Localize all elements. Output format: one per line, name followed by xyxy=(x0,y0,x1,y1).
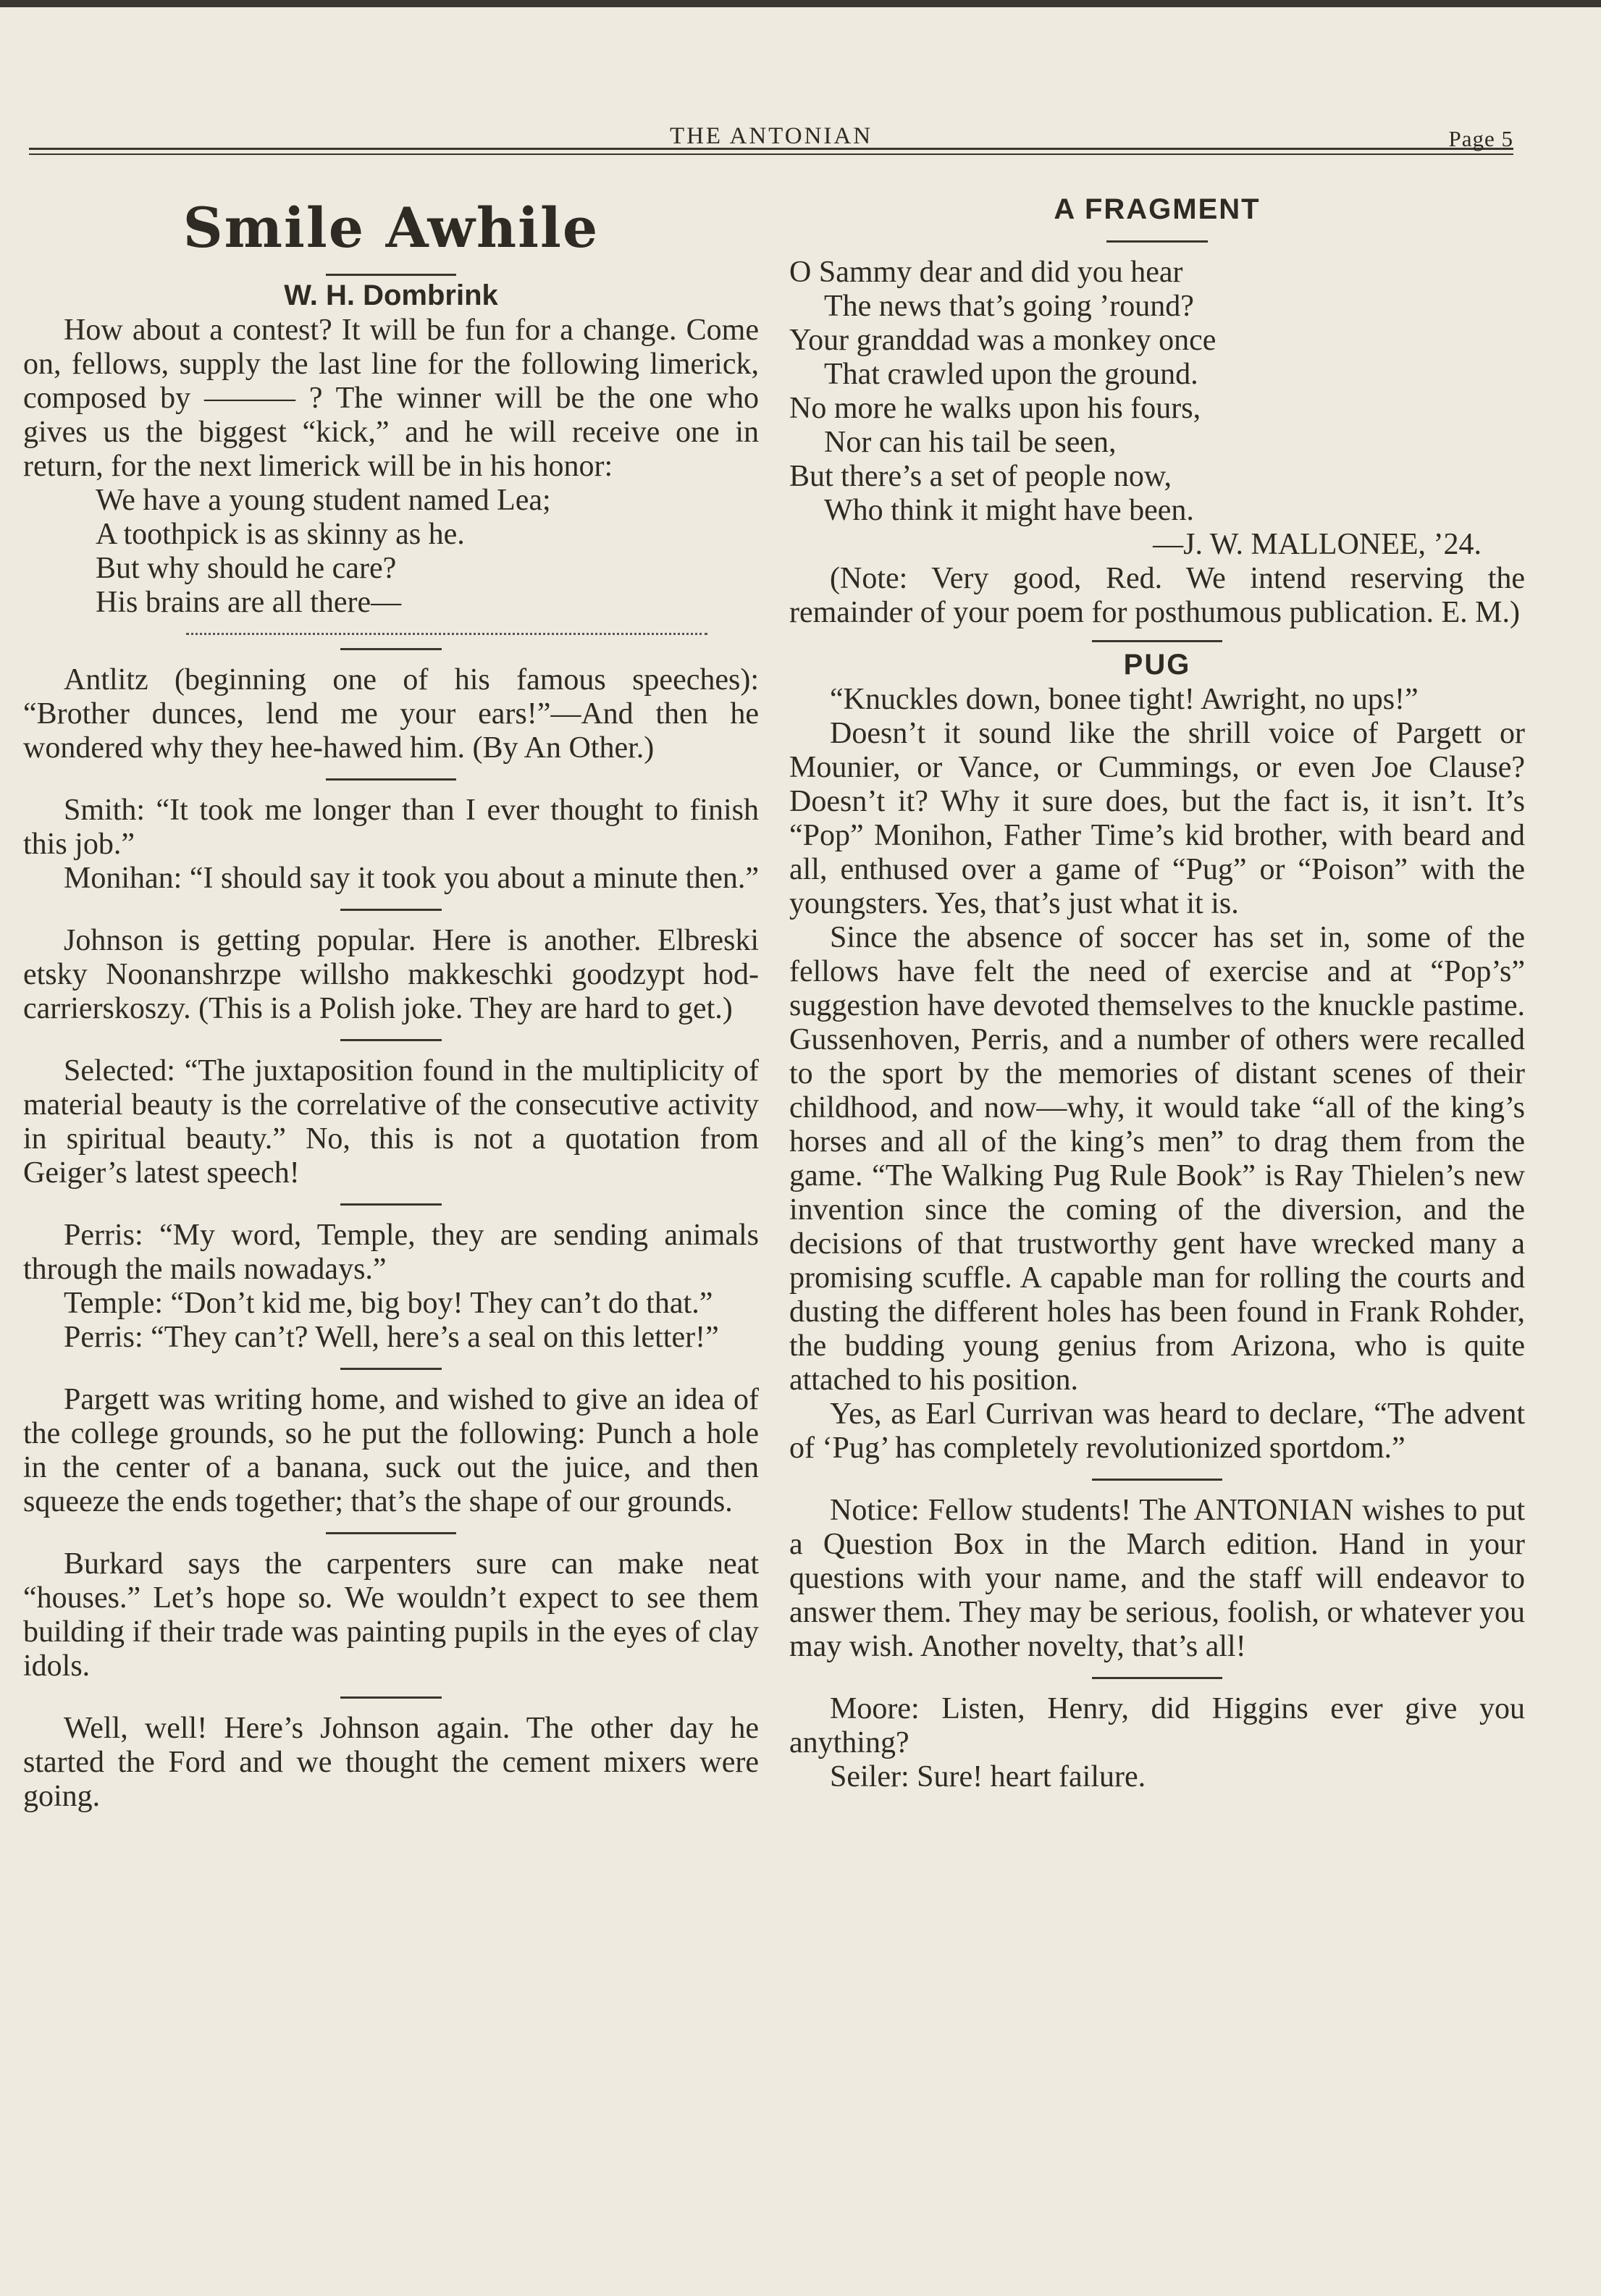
notice: Notice: Fellow students! The ANTONIAN wishes to put a Question Box in the March edition. Hand in your questions with your name, and the staff will endeavor to answer them. They may be serious, foolish, or whatever you may wish. Another novelty, that’s all! xyxy=(789,1494,1525,1663)
joke-perris: Perris: “My word, Temple, they are sending animals through the mails nowadays.” xyxy=(23,1219,759,1286)
scan-top-edge xyxy=(0,0,1601,7)
limerick-line: But why should he care? xyxy=(96,552,397,585)
poem-line: Nor can his tail be seen, xyxy=(824,426,1117,459)
divider xyxy=(340,909,442,911)
pug-paragraph: Yes, as Earl Currivan was heard to declare, “The advent of ‘Pug’ has completely revolutionized sportdom.” xyxy=(789,1397,1525,1465)
poem-line: But there’s a set of people now, xyxy=(789,460,1172,493)
masthead xyxy=(29,122,1513,158)
fragment-poem xyxy=(789,256,1525,528)
divider xyxy=(326,778,456,781)
joke-monihan: Monihan: “I should say it took you about a minute then.” xyxy=(64,862,760,895)
limerick-line: We have a young student named Lea; xyxy=(96,484,551,517)
pug-paragraph: Doesn’t it sound like the shrill voice of Pargett or Mounier, or Vance, or Cummings, or even Joe Clause? Doesn’t it? Why it sure does, but the fact is, it isn’t. It’s “Pop” Monihon, Father Time’s kid brother, with beard and all, enthused over a game of “Pug” or “Poison” with the youngsters. Yes, that’s just what it is. xyxy=(789,717,1525,920)
byline: W. H. Dombrink xyxy=(284,279,498,311)
fragment-heading: A FRAGMENT xyxy=(1054,193,1261,225)
joke-johnson: Johnson is getting popular. Here is another. Elbreski etsky Noonanshrzpe willsho makkeschki goodzypt hod-carrierskoszy. (This is a Polish joke. They are hard to get.) xyxy=(23,924,759,1025)
limerick-line: His brains are all there— xyxy=(96,586,402,619)
divider xyxy=(340,1039,442,1041)
joke-temple: Temple: “Don’t kid me, big boy! They can’t do that.” xyxy=(64,1287,713,1320)
right-column xyxy=(789,181,1525,1794)
poem-line: The news that’s going ’round? xyxy=(824,290,1194,323)
joke-johnson-ford: Well, well! Here’s Johnson again. The other day he started the Ford and we thought the cement mixers were going. xyxy=(23,1712,759,1813)
poem-line: Who think it might have been. xyxy=(824,494,1194,527)
divider xyxy=(1092,1479,1222,1481)
joke-perris-reply: Perris: “They can’t? Well, here’s a seal on this letter!” xyxy=(64,1321,719,1354)
limerick xyxy=(23,484,759,620)
left-column xyxy=(23,181,759,1814)
pug-paragraph: Since the absence of soccer has set in, some of the fellows have felt the need of exercise and at “Pop’s” suggestion have devoted themselves to the knuckle pastime. Gussenhoven, Perris, and a number of others were recalled to the sport by the memories of distant scenes of their childhood, and now—why, it would take “all of the king’s horses and all of the king’s men” to drag them from the game. “The Walking Pug Rule Book” is Ray Thielen’s new invention since the coming of the diversion, and the decisions of that trustworthy gent have wrecked many a promising scuffle. A capable man for rolling the courts and dusting the different holes has been found in Frank Rohder, the budding young genius from Arizona, who is quite attached to his position. xyxy=(789,921,1525,1397)
joke-burkard: Burkard says the carpenters sure can make neat “houses.” Let’s hope so. We wouldn’t expect to see them building if their trade was painting pupils in the eyes of clay idols. xyxy=(23,1547,759,1683)
joke-antlitz: Antlitz (beginning one of his famous speeches): “Brother dunces, lend me your ears!”—And then he wondered why they hee-hawed him. (By An Other.) xyxy=(23,663,759,765)
poem-line: Your granddad was a monkey once xyxy=(789,324,1216,357)
poem-line: O Sammy dear and did you hear xyxy=(789,256,1183,289)
poem-line: That crawled upon the ground. xyxy=(824,358,1198,391)
joke-smith: Smith: “It took me longer than I ever thought to finish this job.” xyxy=(23,794,759,861)
joke-moore: Moore: Listen, Henry, did Higgins ever give you anything? xyxy=(789,1692,1525,1759)
divider xyxy=(1106,240,1208,243)
divider xyxy=(1092,640,1222,642)
divider xyxy=(326,1532,456,1534)
divider xyxy=(340,1696,442,1699)
joke-selected: Selected: “The juxtaposition found in the multiplicity of material beauty is the correlative of the consecutive activity in spiritual beauty.” No, this is not a quotation from Geiger’s latest speech! xyxy=(23,1054,759,1190)
poem-signature: —J. W. MALLONEE, ’24. xyxy=(1153,528,1482,561)
page-number: Page 5 xyxy=(1448,126,1513,151)
divider xyxy=(326,274,456,276)
publication-title: THE ANTONIAN xyxy=(669,123,873,149)
joke-seiler: Seiler: Sure! heart failure. xyxy=(830,1760,1146,1794)
editor-note: (Note: Very good, Red. We intend reserving the remainder of your poem for posthumous publication. E. M.) xyxy=(789,562,1525,629)
limerick-line: A toothpick is as skinny as he. xyxy=(96,518,465,551)
pug-paragraph: “Knuckles down, bonee tight! Awright, no ups!” xyxy=(830,683,1419,716)
column-title: Smile Awhile xyxy=(182,195,600,260)
divider xyxy=(1092,1677,1222,1679)
dotted-divider xyxy=(186,633,707,635)
divider xyxy=(340,1203,442,1206)
masthead-rule xyxy=(29,154,1513,155)
poem-line: No more he walks upon his fours, xyxy=(789,392,1201,425)
pug-heading: PUG xyxy=(1123,649,1191,681)
joke-pargett: Pargett was writing home, and wished to give an idea of the college grounds, so he put the following: Punch a hole in the center of a banana, suck out the juice, and then squeeze the ends together; that’s the shape of our grounds. xyxy=(23,1383,759,1518)
divider xyxy=(340,1368,442,1370)
contest-intro: How about a contest? It will be fun for a change. Come on, fellows, supply the last line for the following limerick, composed by ——— ? The winner will be the one who gives us the biggest “kick,” and he will receive one in return, for the next limerick will be in his honor: xyxy=(23,314,759,483)
divider xyxy=(340,648,442,650)
